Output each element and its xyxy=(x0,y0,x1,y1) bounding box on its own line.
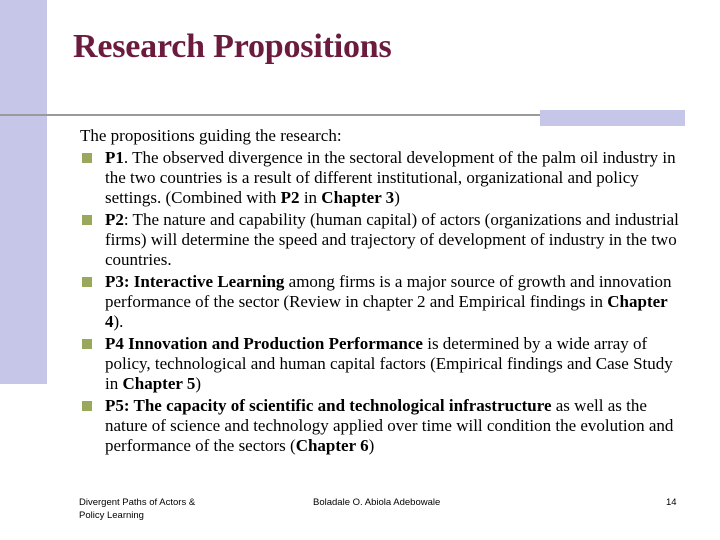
proposition-label: P3: Interactive Learning xyxy=(105,272,285,291)
chapter-ref: Chapter 3 xyxy=(321,188,395,207)
proposition-ref: P2 xyxy=(280,188,300,207)
footer-title-line: Divergent Paths of Actors & xyxy=(79,497,196,508)
square-bullet-icon xyxy=(82,215,92,225)
proposition-body: . The observed divergence in the sectoral development of the palm oil industry in the two countries is a result of different institutional, organizational and policy settings. (Combined with xyxy=(105,148,676,207)
proposition-body: in xyxy=(299,188,322,207)
proposition-item-p3 xyxy=(80,272,685,332)
chapter-ref: Chapter 6 xyxy=(295,436,369,455)
footer-title xyxy=(79,496,195,522)
square-bullet-icon xyxy=(82,153,92,163)
proposition-body: is determined by a wide array of policy, technological and human capital factors (Empirical findings and Case Study in xyxy=(105,334,673,393)
proposition-list xyxy=(80,148,696,456)
intro-text: The propositions guiding the research: xyxy=(80,126,342,145)
proposition-text xyxy=(105,148,685,208)
proposition-item-p2 xyxy=(80,210,696,270)
proposition-body: among firms is a major source of growth and innovation performance of the sector (Review in chapter 2 and Empirical findings in xyxy=(105,272,672,311)
left-accent-bar xyxy=(0,0,47,384)
proposition-body: : The nature and capability (human capital) of actors (organizations and industrial firms) will determine the speed and trajectory of development of industry in the two countries. xyxy=(105,210,696,269)
slide-content xyxy=(80,126,696,456)
proposition-item-p5 xyxy=(80,396,685,456)
slide-title: Research Propositions xyxy=(73,28,392,65)
proposition-text xyxy=(105,396,685,456)
proposition-label: P4 Innovation and Production Performance xyxy=(105,334,423,353)
proposition-label: P1 xyxy=(105,148,124,167)
chapter-ref: Chapter 5 xyxy=(122,374,196,393)
proposition-label: P5: The capacity of scientific and technological infrastructure xyxy=(105,396,552,415)
proposition-text xyxy=(105,210,696,270)
page-number: 14 xyxy=(666,497,677,508)
proposition-item-p4 xyxy=(80,334,685,394)
proposition-body: as well as the nature of science and technology applied over time will condition the evolution and performance of the sectors ( xyxy=(105,396,674,455)
proposition-body: ) xyxy=(195,374,202,393)
footer-author: Boladale O. Abiola Adebowale xyxy=(313,497,441,508)
proposition-body: ) xyxy=(368,436,375,455)
proposition-body: ) xyxy=(394,188,400,207)
footer-title-line: Policy Learning xyxy=(79,510,144,521)
chapter-ref: Chapter 4 xyxy=(105,292,668,331)
proposition-item-p1 xyxy=(80,148,685,208)
square-bullet-icon xyxy=(82,277,92,287)
proposition-text xyxy=(105,334,685,394)
title-accent-block xyxy=(540,110,685,126)
proposition-text xyxy=(105,272,685,332)
title-underline xyxy=(0,114,540,116)
proposition-body: ). xyxy=(113,312,124,331)
square-bullet-icon xyxy=(82,401,92,411)
proposition-label: P2 xyxy=(105,210,124,229)
square-bullet-icon xyxy=(82,339,92,349)
